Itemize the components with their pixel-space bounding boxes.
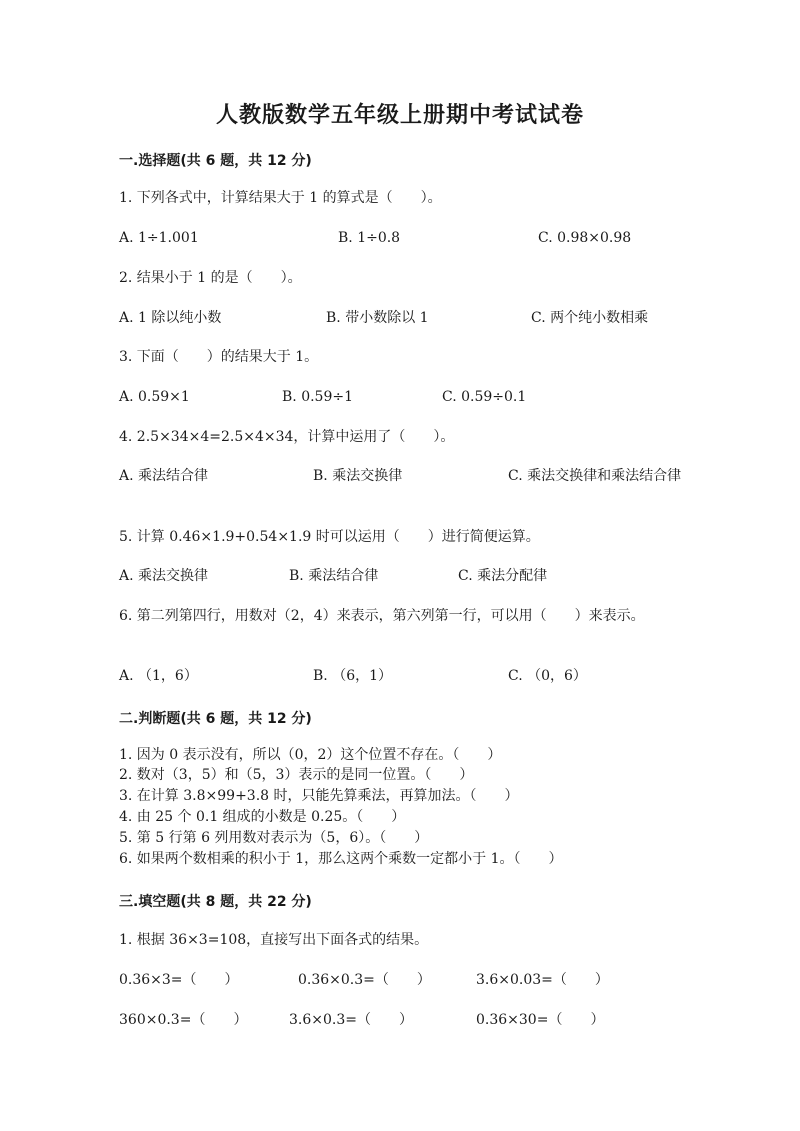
judgement-item: 3. 在计算 3.8×99+3.8 时，只能先算乘法，再算加法。（ ） xyxy=(119,788,519,804)
question-text: 5. 计算 0.46×1.9+0.54×1.9 时可以运用（ ）进行简便运算。 xyxy=(119,529,540,545)
option-c: C. 0.98×0.98 xyxy=(538,230,632,246)
fill-item: 0.36×3=（ ） xyxy=(119,972,239,988)
question-text: 4. 2.5×34×4=2.5×4×34，计算中运用了（ ）。 xyxy=(119,429,455,445)
option-a: A. 1 除以纯小数 xyxy=(119,310,222,326)
judgement-item: 4. 由 25 个 0.1 组成的小数是 0.25。（ ） xyxy=(119,809,406,825)
option-a: A. 乘法结合律 xyxy=(119,468,209,484)
judgement-item: 1. 因为 0 表示没有，所以（0，2）这个位置不存在。（ ） xyxy=(119,747,502,763)
judgement-item: 5. 第 5 行第 6 列用数对表示为（5，6）。（ ） xyxy=(119,830,429,846)
option-c: C. 乘法交换律和乘法结合律 xyxy=(508,468,682,484)
fill-item: 0.36×30=（ ） xyxy=(476,1012,605,1028)
judgement-item: 2. 数对（3，5）和（5，3）表示的是同一位置。（ ） xyxy=(119,767,474,783)
option-b: B. 乘法结合律 xyxy=(289,568,379,584)
section-heading-choice: 一.选择题(共 6 题，共 12 分) xyxy=(119,153,312,169)
fill-item: 0.36×0.3=（ ） xyxy=(298,972,431,988)
question-text: 3. 下面（ ）的结果大于 1。 xyxy=(119,349,319,365)
option-a: A. 1÷1.001 xyxy=(119,230,199,246)
judgement-item: 6. 如果两个数相乘的积小于 1，那么这两个乘数一定都小于 1。（ ） xyxy=(119,851,563,867)
option-c: C. （0，6） xyxy=(508,668,587,684)
page-title: 人教版数学五年级上册期中考试试卷 xyxy=(215,103,584,128)
question-text: 1. 下列各式中，计算结果大于 1 的算式是（ ）。 xyxy=(119,190,442,206)
option-b: B. 带小数除以 1 xyxy=(326,310,429,326)
option-c: C. 两个纯小数相乘 xyxy=(531,310,649,326)
option-a: A. 乘法交换律 xyxy=(119,568,209,584)
option-b: B. 0.59÷1 xyxy=(282,389,353,405)
fill-item: 360×0.3=（ ） xyxy=(119,1012,248,1028)
fill-item: 3.6×0.3=（ ） xyxy=(289,1012,413,1028)
option-a: A. （1，6） xyxy=(119,668,198,684)
option-c: C. 乘法分配律 xyxy=(458,568,548,584)
section-heading-fill-blank: 三.填空题(共 8 题，共 22 分) xyxy=(119,894,312,910)
option-a: A. 0.59×1 xyxy=(119,389,190,405)
option-b: B. （6，1） xyxy=(313,668,393,684)
question-text: 2. 结果小于 1 的是（ ）。 xyxy=(119,270,302,286)
question-text: 6. 第二列第四行，用数对（2，4）来表示，第六列第一行，可以用（ ）来表示。 xyxy=(119,608,645,624)
section-heading-judgement: 二.判断题(共 6 题，共 12 分) xyxy=(119,711,312,727)
option-c: C. 0.59÷0.1 xyxy=(442,389,527,405)
fill-item: 3.6×0.03=（ ） xyxy=(476,972,609,988)
option-b: B. 1÷0.8 xyxy=(338,230,401,246)
option-b: B. 乘法交换律 xyxy=(313,468,403,484)
question-text: 1. 根据 36×3=108，直接写出下面各式的结果。 xyxy=(119,932,429,948)
